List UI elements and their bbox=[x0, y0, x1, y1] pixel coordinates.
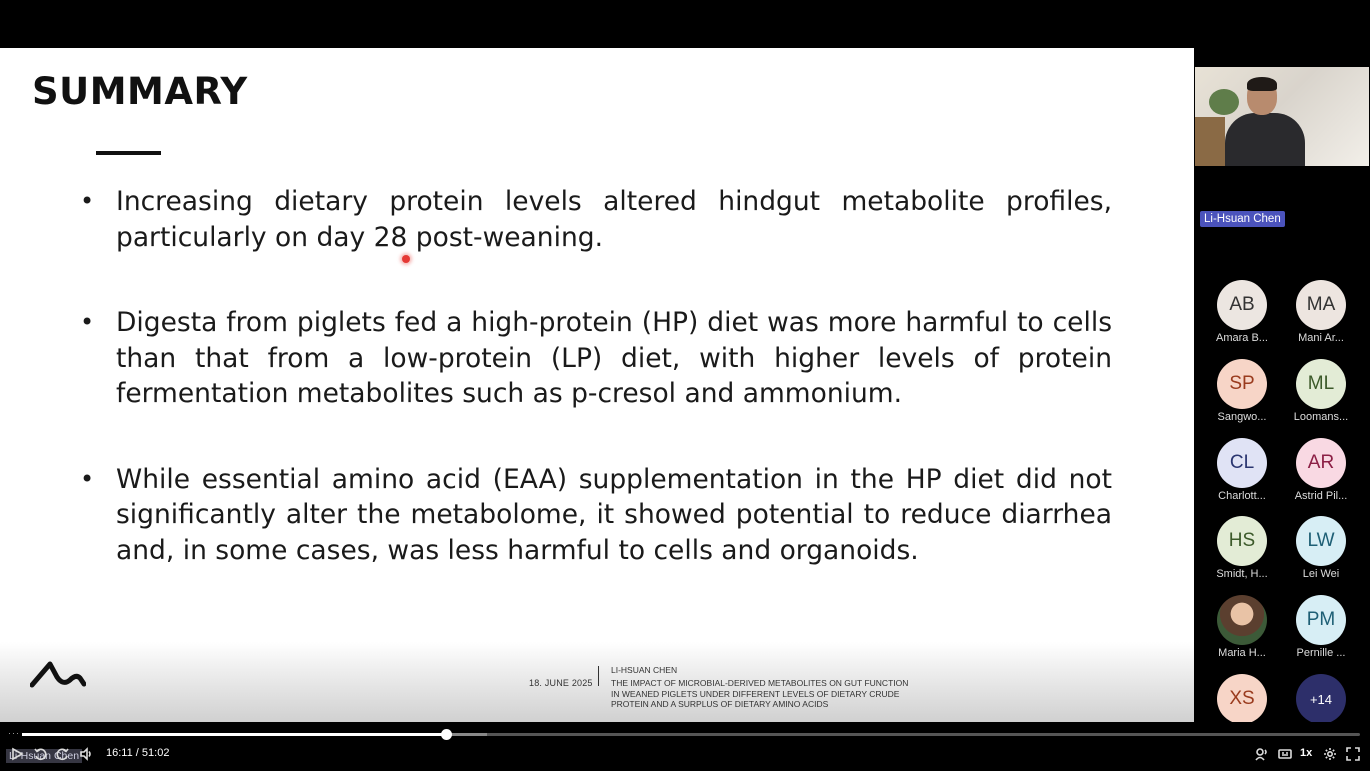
captions-icon bbox=[1278, 747, 1292, 761]
avatar: LW bbox=[1296, 516, 1346, 566]
play-button[interactable] bbox=[10, 745, 24, 763]
attendee-name: Amara B... bbox=[1216, 332, 1268, 344]
attendee-name: Astrid Pil... bbox=[1294, 489, 1348, 502]
bullet-dot: • bbox=[80, 464, 95, 493]
attendee-tile[interactable] bbox=[1285, 595, 1357, 659]
attendee-name: Pernille ... bbox=[1296, 647, 1346, 660]
volume-button[interactable] bbox=[79, 745, 93, 763]
attendee-tile[interactable] bbox=[1206, 280, 1278, 344]
drag-handle-icon[interactable]: ··· bbox=[8, 728, 20, 738]
time-separator: / bbox=[135, 747, 139, 759]
avatar: XS bbox=[1217, 674, 1267, 724]
speaker-name-tag: Li-Hsuan Chen bbox=[1200, 211, 1285, 227]
avatar: MA bbox=[1296, 280, 1346, 330]
attendee-name: Sangwo... bbox=[1217, 410, 1267, 423]
bullet-item: • While essential amino acid (EAA) supplementation in the HP diet did not significantly alter the metabolome, it showed potential to reduce diarrhea and, in some cases, was less harmful to cells and organoids. bbox=[80, 463, 1112, 566]
bullet-list bbox=[80, 184, 1112, 618]
audio-description-button[interactable] bbox=[1255, 745, 1269, 763]
captions-button[interactable] bbox=[1278, 745, 1292, 763]
university-logo-icon bbox=[30, 658, 86, 688]
avatar: SP bbox=[1217, 359, 1267, 409]
more-attendees-button[interactable]: +14 bbox=[1296, 674, 1346, 724]
attendee-tile[interactable] bbox=[1285, 280, 1357, 344]
avatar: HS bbox=[1217, 516, 1267, 566]
played-bar bbox=[22, 733, 446, 736]
forward-button[interactable] bbox=[56, 745, 70, 763]
attendee-name: Maria H... bbox=[1218, 647, 1266, 660]
bullet-dot: • bbox=[80, 308, 95, 336]
fullscreen-icon bbox=[1346, 747, 1360, 761]
player-controls bbox=[0, 722, 1370, 771]
speaker-hair bbox=[1247, 77, 1277, 91]
scrubber-handle[interactable] bbox=[441, 729, 452, 740]
footer-divider bbox=[598, 666, 599, 686]
avatar: ML bbox=[1296, 359, 1346, 409]
attendee-tile[interactable] bbox=[1206, 516, 1278, 580]
avatar bbox=[1217, 595, 1267, 645]
attendee-tile[interactable] bbox=[1285, 516, 1357, 580]
progress-track[interactable] bbox=[22, 733, 1360, 736]
bullet-item: • Digesta from piglets fed a high-protein (HP) diet was more harmful to cells than that from a low-protein (LP) diet, with higher levels of protein fermentation metabolites such as p-cresol and ammonium. bbox=[80, 307, 1112, 409]
caption-preview: Li-Hsuan Chen bbox=[6, 749, 82, 763]
slide-footer bbox=[0, 642, 1194, 722]
duration: 51:02 bbox=[141, 747, 170, 759]
rewind-icon bbox=[33, 747, 47, 761]
play-icon bbox=[10, 747, 24, 761]
plant bbox=[1209, 89, 1239, 115]
attendee-name: Charlott... bbox=[1218, 489, 1266, 502]
audio-description-icon bbox=[1255, 747, 1269, 761]
attendee-name: Lei Wei bbox=[1302, 568, 1340, 581]
fullscreen-button[interactable] bbox=[1346, 745, 1360, 763]
rewind-button[interactable] bbox=[33, 745, 47, 763]
settings-button[interactable] bbox=[1323, 745, 1337, 763]
bullet-dot: • bbox=[80, 187, 95, 215]
attendee-tile[interactable] bbox=[1285, 359, 1357, 423]
attendee-tile[interactable] bbox=[1206, 438, 1278, 502]
attendee-name: Mani Ar... bbox=[1298, 332, 1344, 344]
title-underline bbox=[96, 151, 161, 155]
speaker-video[interactable] bbox=[1195, 67, 1369, 166]
volume-icon bbox=[79, 747, 93, 761]
attendee-tile[interactable] bbox=[1206, 359, 1278, 423]
avatar: AR bbox=[1296, 438, 1346, 488]
bookshelf bbox=[1195, 117, 1225, 166]
attendee-name: Loomans... bbox=[1293, 410, 1349, 423]
current-time: 16:11 bbox=[106, 747, 133, 759]
presentation-slide bbox=[0, 48, 1194, 722]
attendee-name: Smidt, H... bbox=[1216, 568, 1268, 581]
footer-author: LI-HSUAN CHEN bbox=[611, 665, 678, 675]
footer-date: 18. JUNE 2025 bbox=[529, 678, 593, 688]
avatar: PM bbox=[1296, 595, 1346, 645]
forward-icon bbox=[56, 747, 70, 761]
slide-title: SUMMARY bbox=[32, 70, 248, 113]
attendee-tile[interactable] bbox=[1206, 595, 1278, 659]
laser-pointer bbox=[402, 255, 410, 263]
playback-speed-button[interactable]: 1x bbox=[1300, 747, 1313, 759]
avatar: AB bbox=[1217, 280, 1267, 330]
avatar: CL bbox=[1217, 438, 1267, 488]
settings-icon bbox=[1323, 747, 1337, 761]
speaker-body bbox=[1225, 113, 1305, 166]
bullet-item: • Increasing dietary protein levels altered hindgut metabolite profiles, particularly on day 28 post-weaning. bbox=[80, 186, 1112, 253]
footer-talk-title: THE IMPACT OF MICROBIAL-DERIVED METABOLITES ON GUT FUNCTION IN WEANED PIGLETS UNDER DIFFERENT LEVELS OF DIETARY CRUDE PROTEIN AND A SURPLUS OF DIETARY AMINO ACIDS bbox=[611, 678, 909, 709]
attendee-tile[interactable] bbox=[1285, 438, 1357, 502]
time-display bbox=[106, 747, 169, 759]
